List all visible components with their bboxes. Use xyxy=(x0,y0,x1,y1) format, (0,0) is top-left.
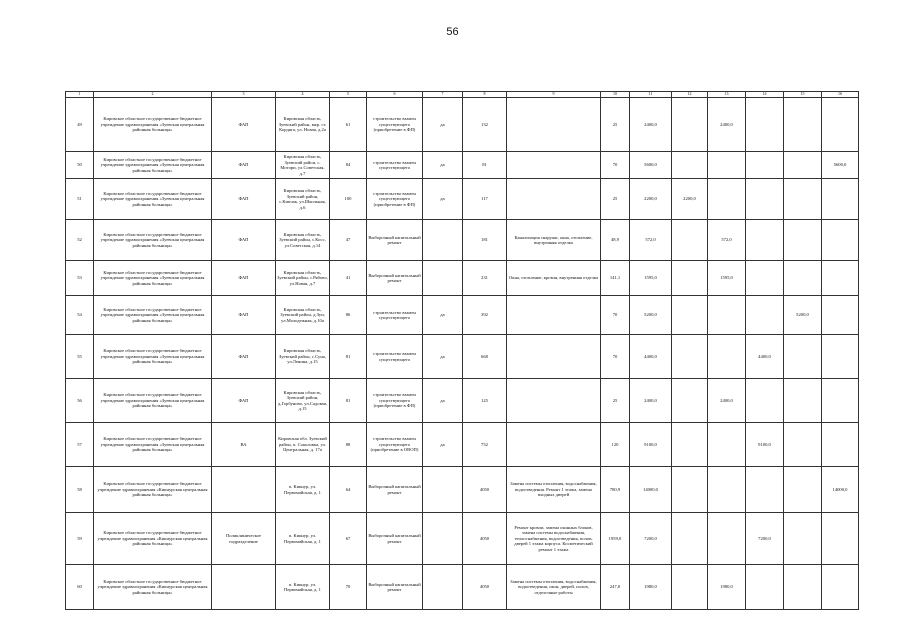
organization-name: Кировское областное государственное бюджетное учреждение здравоохранения «Зуевская центральная районная больница» xyxy=(94,335,212,379)
col-14-value xyxy=(746,261,784,296)
organization-name: Кировское областное государственное бюджетное учреждение здравоохранения «Зуевская центральная районная больница» xyxy=(94,220,212,261)
col-8-value: 392 xyxy=(463,296,507,335)
col-5-value: 70 xyxy=(330,565,367,610)
col-5-value: 61 xyxy=(330,98,367,152)
facility-address: Кировская область, Зуевский район, с.Кипчак, ул.Школьная, д.6 xyxy=(276,179,330,220)
work-type: строительство взамен существующего xyxy=(367,296,423,335)
col-8-value: 117 xyxy=(463,179,507,220)
col-11-cost: 5600,0 xyxy=(630,152,672,179)
work-type: Выборочный капитальный ремонт xyxy=(367,565,423,610)
facility-address: Кировская область, Зуевский район, с.Рябово, ул.Новая, д.7 xyxy=(276,261,330,296)
facility-type: ФАП xyxy=(212,379,276,423)
col-14-value xyxy=(746,296,784,335)
work-description xyxy=(507,179,601,220)
col-14-value: 7200,0 xyxy=(746,513,784,565)
col-header: 5 xyxy=(330,92,367,98)
work-type: строительство взамен существующего (приобретение в ФП) xyxy=(367,179,423,220)
col-12-value xyxy=(672,565,708,610)
col-header: 15 xyxy=(784,92,822,98)
col-header: 3 xyxy=(212,92,276,98)
row-number: 49 xyxy=(66,98,94,152)
col-12-value xyxy=(672,513,708,565)
col-7-value xyxy=(423,565,463,610)
col-16-value: 5600,0 xyxy=(822,152,859,179)
col-15-value xyxy=(784,261,822,296)
work-description: Замена системы отопления, водоснабжения, водоотведения. Ремонт 1 этажа, замена входных дверей xyxy=(507,467,601,513)
facility-type: ВА xyxy=(212,423,276,467)
facility-type: ФАП xyxy=(212,296,276,335)
col-15-value xyxy=(784,467,822,513)
col-13-value xyxy=(708,513,746,565)
row-number: 52 xyxy=(66,220,94,261)
facility-type: Поликлиническое подразделение xyxy=(212,513,276,565)
table-row xyxy=(66,179,859,220)
col-11-cost: 2400,0 xyxy=(630,379,672,423)
organization-name: Кировское областное государственное бюджетное учреждение здравоохранения «Зуевская центральная районная больница» xyxy=(94,261,212,296)
col-header: 9 xyxy=(507,92,601,98)
facility-type: ФАП xyxy=(212,261,276,296)
col-16-value xyxy=(822,261,859,296)
col-5-value: 41 xyxy=(330,261,367,296)
table-row xyxy=(66,513,859,565)
col-13-value: 2400,0 xyxy=(708,98,746,152)
work-type: Выборочный капитальный ремонт xyxy=(367,261,423,296)
col-11-cost: 14000,0 xyxy=(630,467,672,513)
col-7-value: да xyxy=(423,179,463,220)
col-8-value: 4050 xyxy=(463,467,507,513)
work-type: строительство взамен существующего (приобретение в ОВОП) xyxy=(367,423,423,467)
col-10-value: 70 xyxy=(601,152,630,179)
col-10-value: 247,0 xyxy=(601,565,630,610)
organization-name: Кировское областное государственное бюджетное учреждение здравоохранения «Кикнурская центральная районная больница» xyxy=(94,513,212,565)
col-header: 1 xyxy=(66,92,94,98)
col-14-value xyxy=(746,152,784,179)
col-8-value: 752 xyxy=(463,423,507,467)
organization-name: Кировское областное государственное бюджетное учреждение здравоохранения «Зуевская центральная районная больница» xyxy=(94,379,212,423)
col-16-value xyxy=(822,220,859,261)
table-body xyxy=(66,98,859,610)
col-12-value xyxy=(672,296,708,335)
col-5-value: 88 xyxy=(330,423,367,467)
col-14-value xyxy=(746,565,784,610)
facility-type: ФАП xyxy=(212,179,276,220)
facility-type: ФАП xyxy=(212,335,276,379)
col-12-value xyxy=(672,220,708,261)
col-15-value xyxy=(784,423,822,467)
facilities-table xyxy=(65,91,859,610)
facility-address: Кировская область, Зуевский район, д.Зуи, ул.Молодежная, д.10а xyxy=(276,296,330,335)
facility-address: Кировская область, Зуевский район, с.Косс, ул.Советская, д.14 xyxy=(276,220,330,261)
organization-name: Кировское областное государственное бюджетное учреждение здравоохранения «Кикнурская центральная районная больница» xyxy=(94,467,212,513)
col-16-value: 14000,0 xyxy=(822,467,859,513)
work-description xyxy=(507,98,601,152)
organization-name: Кировское областное государственное бюджетное учреждение здравоохранения «Зуевская центральная районная больница» xyxy=(94,179,212,220)
col-7-value: да xyxy=(423,296,463,335)
table-row xyxy=(66,423,859,467)
col-5-value: 47 xyxy=(330,220,367,261)
col-header: 16 xyxy=(822,92,859,98)
organization-name: Кировское областное государственное бюджетное учреждение здравоохранения «Зуевская центральная районная больница» xyxy=(94,152,212,179)
col-7-value: да xyxy=(423,423,463,467)
table-row xyxy=(66,98,859,152)
row-number: 54 xyxy=(66,296,94,335)
col-header: 10 xyxy=(601,92,630,98)
col-13-value: 2400,0 xyxy=(708,379,746,423)
col-11-cost: 1595,0 xyxy=(630,261,672,296)
work-description: Ремонт кровли, замена оконных блоков, замена системы водоснабжения, теплоснабжения, водоотведения, полов, дверей 1 этажа корпуса. Косметический ремонт 1 этажа xyxy=(507,513,601,565)
col-12-value xyxy=(672,152,708,179)
col-15-value xyxy=(784,513,822,565)
col-5-value: 81 xyxy=(330,379,367,423)
table-row xyxy=(66,467,859,513)
table-row xyxy=(66,335,859,379)
work-description: Окна, отопление, кровля, внутренняя отделка xyxy=(507,261,601,296)
col-13-value xyxy=(708,423,746,467)
col-16-value xyxy=(822,335,859,379)
facility-type xyxy=(212,565,276,610)
facility-address: п. Кикнур, ул. Первомайская, д. 1 xyxy=(276,467,330,513)
work-description xyxy=(507,296,601,335)
col-16-value xyxy=(822,379,859,423)
col-16-value xyxy=(822,98,859,152)
col-12-value xyxy=(672,98,708,152)
col-10-value: 70 xyxy=(601,335,630,379)
col-header: 8 xyxy=(463,92,507,98)
col-15-value xyxy=(784,379,822,423)
col-7-value xyxy=(423,513,463,565)
col-10-value: 1959,0 xyxy=(601,513,630,565)
col-7-value: да xyxy=(423,379,463,423)
col-15-value xyxy=(784,335,822,379)
col-7-value xyxy=(423,467,463,513)
col-5-value: 64 xyxy=(330,467,367,513)
row-number: 60 xyxy=(66,565,94,610)
col-14-value xyxy=(746,220,784,261)
col-16-value xyxy=(822,565,859,610)
table-row xyxy=(66,565,859,610)
work-type: Выборочный капитальный ремонт xyxy=(367,220,423,261)
organization-name: Кировское областное государственное бюджетное учреждение здравоохранения «Зуевская центральная районная больница» xyxy=(94,98,212,152)
table-row xyxy=(66,152,859,179)
col-10-value: 25 xyxy=(601,379,630,423)
work-type: Выборочный капитальный ремонт xyxy=(367,513,423,565)
page-number: 56 xyxy=(446,26,459,38)
col-12-value: 2200,0 xyxy=(672,179,708,220)
col-14-value xyxy=(746,98,784,152)
col-7-value xyxy=(423,261,463,296)
organization-name: Кировское областное государственное бюджетное учреждение здравоохранения «Зуевская центральная районная больница» xyxy=(94,423,212,467)
work-type: строительство взамен существующего xyxy=(367,335,423,379)
col-16-value xyxy=(822,423,859,467)
facility-address: п. Кикнур, ул. Первомайская, д. 1 xyxy=(276,565,330,610)
work-description: Замена системы отопления, водоснабжения, водоотведения, окон, дверей, полов, отделочные работы xyxy=(507,565,601,610)
col-header: 12 xyxy=(672,92,708,98)
col-12-value xyxy=(672,335,708,379)
work-description xyxy=(507,423,601,467)
col-8-value: 125 xyxy=(463,379,507,423)
col-8-value: 132 xyxy=(463,98,507,152)
col-13-value xyxy=(708,335,746,379)
col-7-value: да xyxy=(423,152,463,179)
col-11-cost: 7200,0 xyxy=(630,513,672,565)
col-11-cost: 4400,0 xyxy=(630,335,672,379)
col-15-value xyxy=(784,152,822,179)
col-header: 6 xyxy=(367,92,423,98)
col-8-value: 668 xyxy=(463,335,507,379)
col-16-value xyxy=(822,296,859,335)
work-type: строительство взамен существующего (приобретение в ФП) xyxy=(367,98,423,152)
facility-type: ФАП xyxy=(212,220,276,261)
col-header: 14 xyxy=(746,92,784,98)
row-number: 55 xyxy=(66,335,94,379)
work-description xyxy=(507,379,601,423)
col-13-value xyxy=(708,296,746,335)
col-8-value: 81 xyxy=(463,152,507,179)
organization-name: Кировское областное государственное бюджетное учреждение здравоохранения «Зуевская центральная районная больница» xyxy=(94,296,212,335)
row-number: 51 xyxy=(66,179,94,220)
col-13-value: 572,0 xyxy=(708,220,746,261)
facility-address: Кировская область, Зуевский район, мкр. ст. Кордяга, ул. Новая, д.2а xyxy=(276,98,330,152)
table-row xyxy=(66,296,859,335)
col-11-cost: 2400,0 xyxy=(630,98,672,152)
col-14-value xyxy=(746,379,784,423)
col-13-value xyxy=(708,179,746,220)
table-row xyxy=(66,220,859,261)
col-12-value xyxy=(672,467,708,513)
row-number: 59 xyxy=(66,513,94,565)
col-5-value: 100 xyxy=(330,179,367,220)
work-description: Канализация снаружи, окна, отопление, внутренняя отделка xyxy=(507,220,601,261)
col-header: 4 xyxy=(276,92,330,98)
col-5-value: 84 xyxy=(330,152,367,179)
col-10-value: 25 xyxy=(601,98,630,152)
col-13-value: 1980,0 xyxy=(708,565,746,610)
facility-type: ФАП xyxy=(212,152,276,179)
col-10-value: 120 xyxy=(601,423,630,467)
col-15-value xyxy=(784,220,822,261)
col-11-cost: 2200,0 xyxy=(630,179,672,220)
row-number: 57 xyxy=(66,423,94,467)
col-11-cost: 5200,0 xyxy=(630,296,672,335)
facility-address: Кировская область, Зуевский район, с.Суна, ул.Ленина, д.15 xyxy=(276,335,330,379)
work-description xyxy=(507,335,601,379)
col-8-value: 4050 xyxy=(463,565,507,610)
col-7-value xyxy=(423,220,463,261)
organization-name: Кировское областное государственное бюджетное учреждение здравоохранения «Кикнурская центральная районная больница» xyxy=(94,565,212,610)
col-10-value: 780,9 xyxy=(601,467,630,513)
table-row xyxy=(66,261,859,296)
col-12-value xyxy=(672,261,708,296)
row-number: 53 xyxy=(66,261,94,296)
facility-address: Кировская область, Зуевский район, с. Мотори, ул.Советская, д.7 xyxy=(276,152,330,179)
col-5-value: 86 xyxy=(330,296,367,335)
col-7-value: да xyxy=(423,98,463,152)
col-15-value xyxy=(784,179,822,220)
row-number: 56 xyxy=(66,379,94,423)
col-13-value xyxy=(708,467,746,513)
col-14-value: 9100,0 xyxy=(746,423,784,467)
col-11-cost: 1980,0 xyxy=(630,565,672,610)
work-type: строительство взамен существующего (приобретение в ФП) xyxy=(367,379,423,423)
col-header: 13 xyxy=(708,92,746,98)
col-12-value xyxy=(672,379,708,423)
col-15-value xyxy=(784,565,822,610)
work-description xyxy=(507,152,601,179)
col-16-value xyxy=(822,179,859,220)
col-11-cost: 572,0 xyxy=(630,220,672,261)
table-row xyxy=(66,379,859,423)
col-header: 2 xyxy=(94,92,212,98)
facility-address: Кировская область, Зуевский район, д.Горбуново, ул.Садовая, д.15 xyxy=(276,379,330,423)
facility-type: ФАП xyxy=(212,98,276,152)
col-header: 11 xyxy=(630,92,672,98)
col-15-value: 5200,0 xyxy=(784,296,822,335)
col-8-value: 181 xyxy=(463,220,507,261)
facility-address: Кировская обл. Зуевский район, п. Соколовка, ул. Центральная, д. 17а xyxy=(276,423,330,467)
col-8-value: 231 xyxy=(463,261,507,296)
col-16-value xyxy=(822,513,859,565)
col-5-value: 67 xyxy=(330,513,367,565)
col-10-value: 70 xyxy=(601,296,630,335)
col-14-value xyxy=(746,179,784,220)
facility-address: п. Кикнур, ул. Первомайская, д. 1 xyxy=(276,513,330,565)
col-7-value: да xyxy=(423,335,463,379)
col-13-value: 1595,0 xyxy=(708,261,746,296)
col-15-value xyxy=(784,98,822,152)
col-11-cost: 9100,0 xyxy=(630,423,672,467)
col-10-value: 141,1 xyxy=(601,261,630,296)
row-number: 58 xyxy=(66,467,94,513)
col-13-value xyxy=(708,152,746,179)
col-12-value xyxy=(672,423,708,467)
col-14-value xyxy=(746,467,784,513)
col-5-value: 81 xyxy=(330,335,367,379)
col-10-value: 25 xyxy=(601,179,630,220)
col-14-value: 4400,0 xyxy=(746,335,784,379)
col-10-value: 48,9 xyxy=(601,220,630,261)
row-number: 50 xyxy=(66,152,94,179)
work-type: Выборочный капитальный ремонт xyxy=(367,467,423,513)
facility-type xyxy=(212,467,276,513)
col-header: 7 xyxy=(423,92,463,98)
col-8-value: 4050 xyxy=(463,513,507,565)
work-type: строительство взамен существующего xyxy=(367,152,423,179)
